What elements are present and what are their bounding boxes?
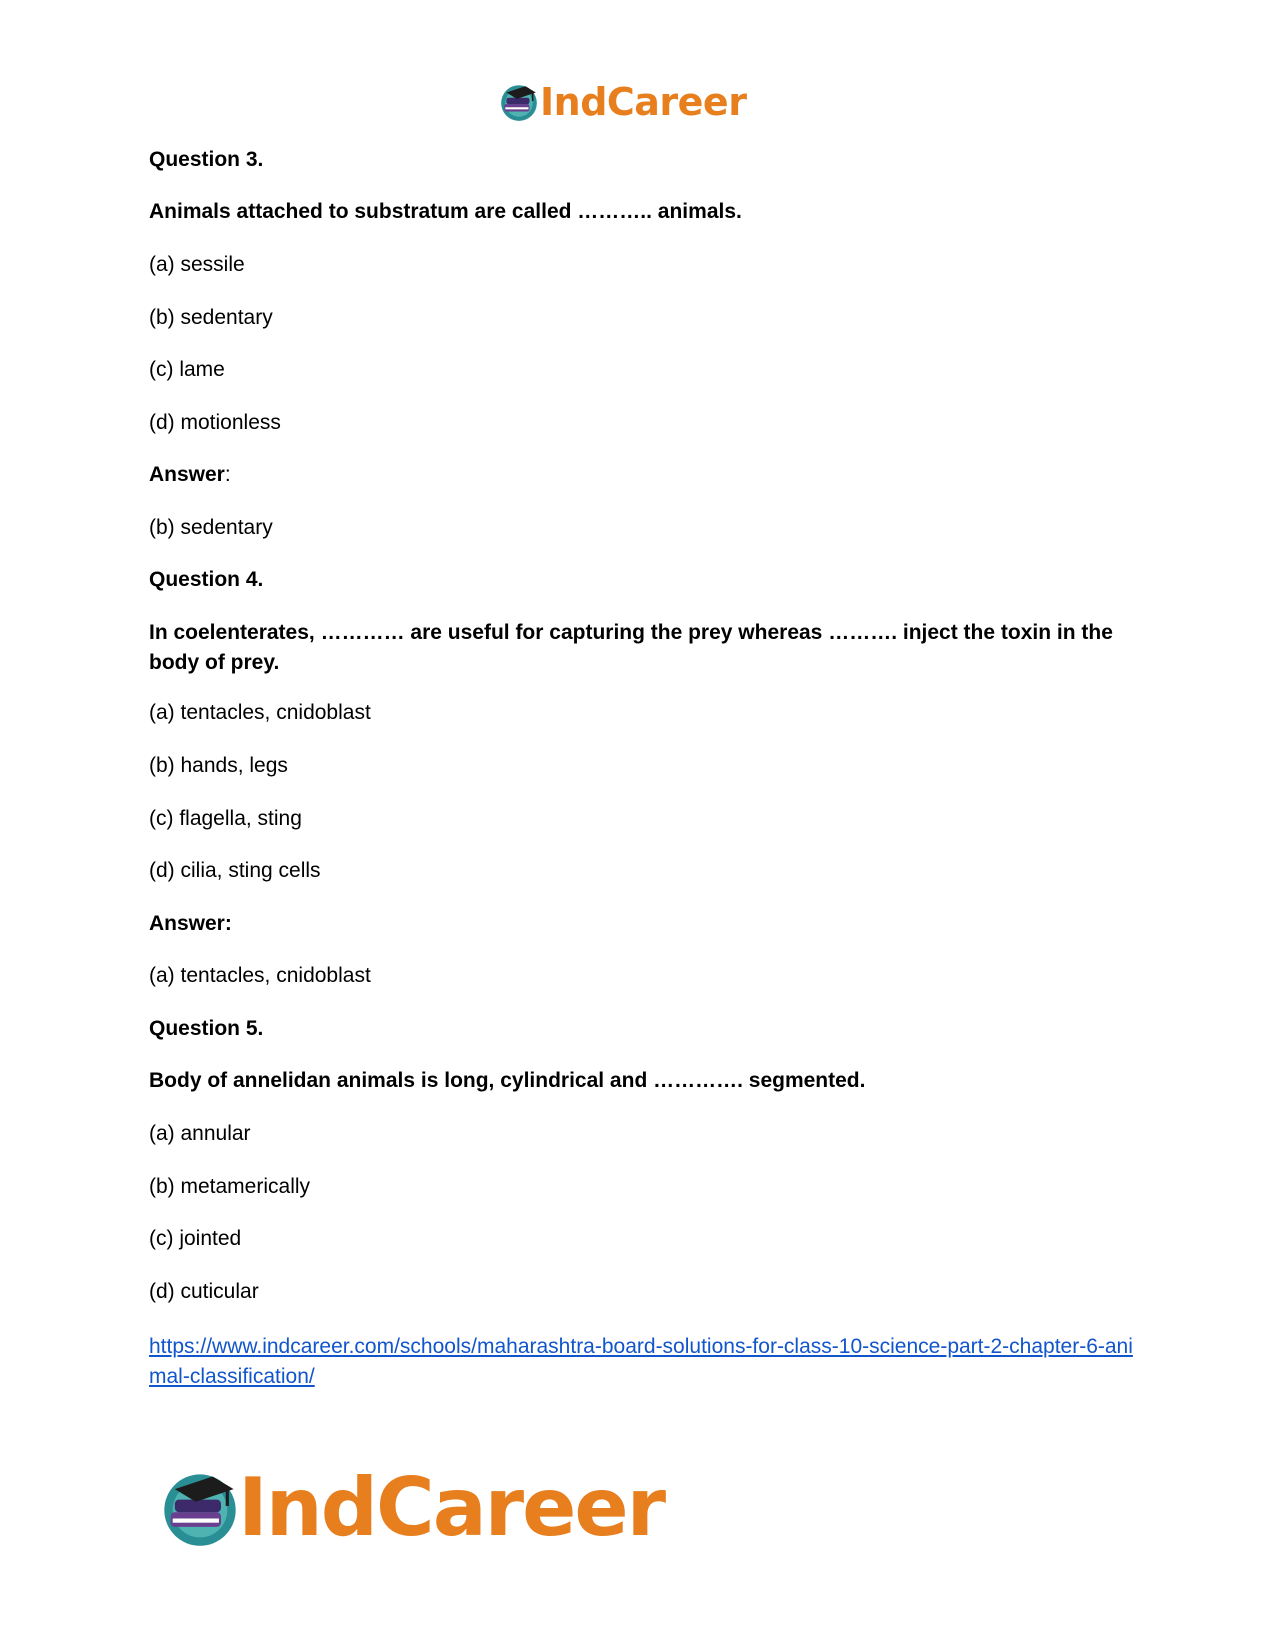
source-link[interactable]: https://www.indcareer.com/schools/maharashtra-board-solutions-for-class-10-science-part-2-chapter-6-animal-classification/ [149,1335,1133,1388]
option: (d) cilia, sting cells [149,859,321,882]
footer-logo [158,1461,665,1554]
brand-name: IndCareer [540,80,747,124]
answer-label: Answer: [149,912,232,935]
option: (c) lame [149,358,225,381]
footer-brand-name: IndCareer [238,1461,665,1554]
header-logo [498,80,746,124]
option: (b) metamerically [149,1175,311,1198]
answer-value: (b) sedentary [149,516,273,539]
question-text: In coelenterates, ………… are useful for capturing the prey whereas ………. inject the toxin in the body of prey. [149,621,1113,674]
question-label: Question 3. [149,148,264,171]
option: (a) annular [149,1122,251,1145]
option: (d) motionless [149,411,281,434]
answer-label-text: Answer [149,463,225,486]
answer-label-colon: : [224,463,231,486]
answer-label [149,460,1139,490]
option: (d) cuticular [149,1280,259,1303]
option: (c) flagella, sting [149,807,302,830]
option: (c) jointed [149,1227,242,1250]
question-text: Animals attached to substratum are called ……….. animals. [149,200,742,223]
graduation-cap-globe-icon [498,81,540,123]
answer-value: (a) tentacles, cnidoblast [149,964,371,987]
option: (b) sedentary [149,306,273,329]
question-label: Question 4. [149,568,264,591]
graduation-cap-globe-icon [158,1466,242,1550]
option: (a) tentacles, cnidoblast [149,701,371,724]
option: (b) hands, legs [149,754,288,777]
option: (a) sessile [149,253,245,276]
question-label: Question 5. [149,1017,264,1040]
question-text: Body of annelidan animals is long, cylindrical and …………. segmented. [149,1069,866,1092]
